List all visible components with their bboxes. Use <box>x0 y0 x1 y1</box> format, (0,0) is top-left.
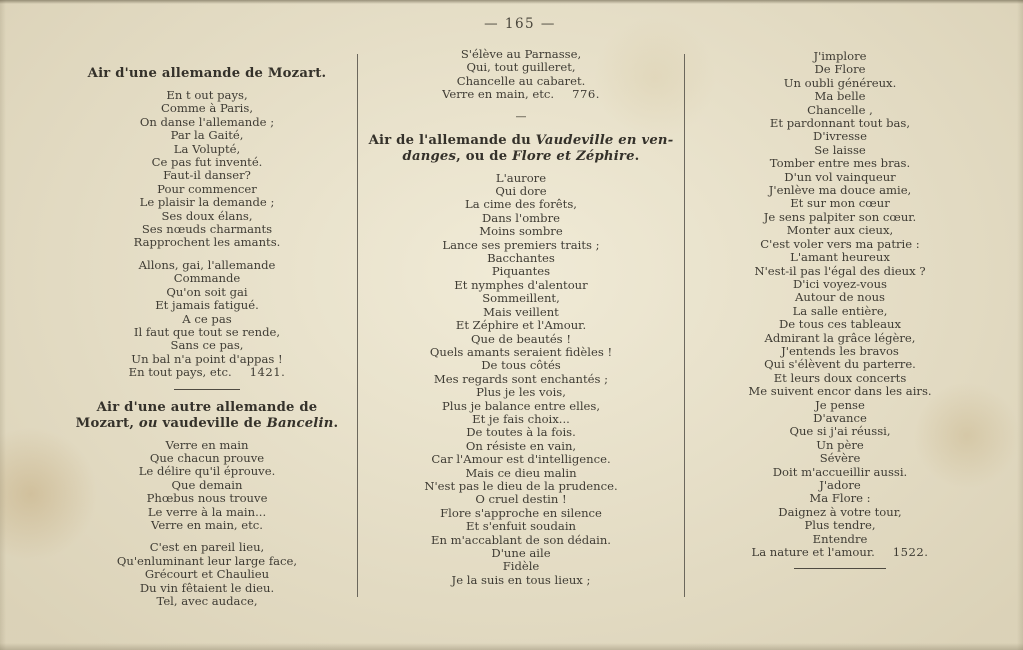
verse-line <box>685 372 995 385</box>
verse-line <box>57 116 357 129</box>
verse-line <box>685 265 995 278</box>
verse-line <box>685 385 995 398</box>
verse-line <box>358 346 684 359</box>
verse-line-text: Grécourt et Chaulieu <box>144 567 270 582</box>
verse-line <box>685 238 995 251</box>
verse-line <box>685 546 995 559</box>
verse-line <box>57 129 357 142</box>
verse-line <box>57 366 357 379</box>
verse-line-text: J'enlève ma douce amie, <box>768 183 912 198</box>
verse-line-text: Dans l'ombre <box>481 210 560 225</box>
verse-line-text: Le verre à la main... <box>147 504 267 519</box>
verse-line-text: Verre en main <box>165 437 249 452</box>
stanza <box>57 259 357 380</box>
section-divider <box>174 389 240 390</box>
verse-line-text: Et Zéphire et l'Amour. <box>455 318 587 333</box>
verse-line <box>685 197 995 210</box>
verse-line-text: En m'accablant de son dédain. <box>431 532 611 547</box>
verse-line <box>57 143 357 156</box>
verse-line <box>685 157 995 170</box>
verse-line <box>358 480 684 493</box>
verse-line-text: J'adore <box>819 478 861 492</box>
column-rule <box>357 54 358 597</box>
verse-line-text: La cime des forêts, <box>465 197 577 212</box>
verse-line-text: Piquantes <box>491 264 551 279</box>
verse-line <box>685 77 995 90</box>
verse-line-text: D'une aile <box>491 546 551 560</box>
verse-line-text: Fidèle <box>502 559 540 574</box>
verse-line <box>358 426 684 439</box>
verse-line-text: Du vin fêtaient le dieu. <box>139 580 275 595</box>
air-title-segment: . <box>333 415 339 431</box>
verse-line-text: Qui, tout guilleret, <box>466 60 576 75</box>
verse-line-text: Ma belle <box>814 89 866 104</box>
verse-line <box>685 171 995 184</box>
verse-line <box>358 560 684 573</box>
verse-line-text: De tous côtés <box>481 358 561 373</box>
verse-line <box>685 332 995 345</box>
verse-line-text: Ce pas fut inventé. <box>151 155 263 170</box>
verse-line <box>358 400 684 413</box>
verse-line <box>57 102 357 115</box>
verse-line-text: J'implore <box>813 49 867 63</box>
verse-line-text: Comme à Paris, <box>160 101 254 116</box>
verse-line-text: En t out pays, <box>166 88 248 102</box>
verse-line <box>358 467 684 480</box>
verse-line <box>685 130 995 143</box>
verse-line-text: Chancelle , <box>807 102 873 117</box>
verse-line <box>57 210 357 223</box>
verse-line-text: Qu'enluminant leur large face, <box>116 553 298 568</box>
verse-line-text: Allons, gai, l'allemande <box>138 257 276 272</box>
verse-line-text: Moins sombre <box>479 224 563 239</box>
verse-line <box>358 75 684 88</box>
verse-line-text: De Flore <box>814 62 866 77</box>
verse-line <box>57 439 357 452</box>
verse-line-text: Quels amants seraient fidèles ! <box>429 344 613 359</box>
verse-line-text: Se laisse <box>814 142 866 157</box>
verse-line <box>57 541 357 554</box>
verse-line-text: D'ivresse <box>813 129 867 144</box>
verse-line <box>685 104 995 117</box>
verse-line-text: Tel, avec audace, <box>156 594 258 608</box>
verse-line-text: Sans ce pas, <box>170 338 244 353</box>
verse-line <box>57 223 357 236</box>
verse-line <box>358 574 684 587</box>
air-title-segment: Vaudeville en ven-danges <box>402 132 674 164</box>
verse-line <box>57 582 357 595</box>
verse-line <box>358 306 684 319</box>
verse-line <box>685 519 995 532</box>
air-title-segment: , ou de <box>456 148 513 164</box>
verse-line <box>57 353 357 366</box>
verse-line <box>358 279 684 292</box>
verse-line-text: C'est en pareil lieu, <box>149 540 265 555</box>
air-title-segment: ou <box>138 415 158 431</box>
verse-line <box>358 319 684 332</box>
verse-line-text: J'entends les bravos <box>781 343 899 358</box>
verse-line <box>358 507 684 520</box>
verse-line <box>685 211 995 224</box>
verse-line-text: Que demain <box>171 477 243 492</box>
air-title-segment: Flore et Zéphire <box>512 148 635 164</box>
verse-line <box>57 183 357 196</box>
column-2 <box>358 42 684 596</box>
air-title-segment: Air de l'allemande du <box>368 132 536 148</box>
verse-line-text: Un père <box>816 437 864 452</box>
verse-line-text: Phœbus nous trouve <box>146 491 268 506</box>
verse-line <box>685 412 995 425</box>
verse-line <box>685 318 995 331</box>
verse-line-text: Et je fais choix... <box>472 411 570 426</box>
air-title-segment: Air d'une autre allemande de Mozart, <box>75 399 318 431</box>
verse-line <box>685 345 995 358</box>
verse-line-text: Verre en main, etc. <box>151 517 263 532</box>
stanza <box>358 48 684 102</box>
verse-line-text: Sommeillent, <box>482 291 560 306</box>
verse-line-text: Commande <box>173 271 241 286</box>
verse-line-text: Je pense <box>815 397 865 412</box>
verse-line-text: Sévère <box>819 451 861 466</box>
verse-line-text: Qui dore <box>495 184 547 199</box>
verse-line <box>57 286 357 299</box>
verse-line <box>358 225 684 238</box>
verse-line-text: Et leurs doux concerts <box>773 370 907 385</box>
verse-line <box>358 493 684 506</box>
verse-line <box>685 452 995 465</box>
verse-line <box>358 440 684 453</box>
verse-line-text: L'aurore <box>495 170 547 185</box>
verse-line-text: Il faut que tout se rende, <box>133 324 281 339</box>
verse-line <box>358 359 684 372</box>
verse-line <box>685 533 995 546</box>
verse-line-text: La Volupté, <box>173 141 241 156</box>
air-title-segment: Air d'une allemande de Mozart. <box>87 66 327 81</box>
verse-line-text: Par la Gaité, <box>170 128 244 143</box>
verse-line-text: Admirant la grâce légère, <box>764 330 916 345</box>
air-title-segment: . <box>634 148 640 164</box>
verse-line-text: Le plaisir la demande ; <box>139 195 275 210</box>
verse-line <box>685 358 995 371</box>
verse-line-text: La salle entière, <box>792 303 888 318</box>
dash-divider: — <box>515 109 527 123</box>
verse-line-text: Plus je balance entre elles, <box>441 398 601 413</box>
verse-line-text: Un oubli généreux. <box>783 75 897 90</box>
verse-line <box>358 265 684 278</box>
verse-line <box>358 520 684 533</box>
verse-line <box>358 386 684 399</box>
verse-line-text: Qui s'élèvent du parterre. <box>764 357 916 372</box>
verse-line-text: Et pardonnant tout bas, <box>769 116 911 131</box>
verse-line <box>685 479 995 492</box>
verse-line-text: Que si j'ai réussi, <box>789 424 891 439</box>
verse-line-text: Ses nœuds charmants <box>141 222 273 237</box>
verse-line <box>358 373 684 386</box>
verse-line-text: Entendre <box>812 531 868 546</box>
verse-line-text: O cruel destin ! <box>475 492 567 507</box>
verse-line <box>57 259 357 272</box>
verse-line <box>358 413 684 426</box>
verse-line <box>685 439 995 452</box>
verse-line <box>57 465 357 478</box>
verse-line <box>685 305 995 318</box>
verse-line-text: S'élève au Parnasse, <box>460 47 582 61</box>
verse-line <box>685 63 995 76</box>
verse-line-text: Et sur mon cœur <box>790 196 890 211</box>
verse-line <box>57 156 357 169</box>
verse-line <box>358 212 684 225</box>
verse-line <box>685 492 995 505</box>
verse-line <box>358 185 684 198</box>
verse-line <box>358 534 684 547</box>
verse-line-text: Que chacun prouve <box>149 450 265 465</box>
verse-line-text: Et s'enfuit soudain <box>466 519 576 534</box>
verse-line <box>358 239 684 252</box>
verse-line <box>57 89 357 102</box>
verse-line-text: Autour de nous <box>794 290 885 305</box>
verse-line-text: Flore s'approche en silence <box>440 505 602 520</box>
verse-line-text: N'est pas le dieu de la prudence. <box>424 478 618 493</box>
verse-line-text: D'ici voyez-vous <box>793 276 887 291</box>
verse-line <box>358 547 684 560</box>
section-divider <box>794 568 886 569</box>
verse-line <box>57 506 357 519</box>
verse-line-text: Plus je les vois, <box>476 385 566 400</box>
verse-line <box>57 339 357 352</box>
verse-line-text: Me suivent encor dans les airs. <box>748 384 932 399</box>
verse-line-text: Pour commencer <box>157 181 257 196</box>
verse-line-text: D'avance <box>813 410 867 425</box>
verse-line-text: Mes regards sont enchantés ; <box>433 371 609 386</box>
verse-line-text: A ce pas <box>182 311 232 326</box>
column-1 <box>57 42 357 617</box>
verse-line <box>685 506 995 519</box>
verse-line <box>57 313 357 326</box>
verse-line-text: On résiste en vain, <box>465 438 577 453</box>
verse-line-text: Plus tendre, <box>804 518 876 533</box>
verse-line <box>685 90 995 103</box>
column-3 <box>685 42 995 576</box>
verse-line <box>685 278 995 291</box>
verse-line <box>358 48 684 61</box>
verse-line <box>358 252 684 265</box>
columns-row <box>0 42 1023 617</box>
verse-line-text: Ma Flore : <box>809 491 871 506</box>
verse-line <box>57 272 357 285</box>
verse-line-text: De toutes à la fois. <box>466 425 576 440</box>
verse-line <box>685 117 995 130</box>
verse-line-text: Et jamais fatigué. <box>155 298 259 313</box>
verse-line-text: On danse l'allemande ; <box>139 114 275 129</box>
verse-line <box>57 492 357 505</box>
verse-line <box>57 479 357 492</box>
verse-line-text: Tomber entre mes bras. <box>769 156 911 171</box>
verse-line <box>358 172 684 185</box>
verse-line-text: Que de beautés ! <box>471 331 571 346</box>
verse-line <box>685 425 995 438</box>
verse-line <box>685 50 995 63</box>
verse-line-text: Mais ce dieu malin <box>465 465 577 480</box>
verse-line <box>57 299 357 312</box>
verse-line <box>685 291 995 304</box>
air-ref-number: 776. <box>572 87 600 102</box>
verse-line-text: La nature et l'amour. <box>751 545 875 560</box>
verse-line-text: Ses doux élans, <box>161 208 253 223</box>
verse-line-text: N'est-il pas l'égal des dieux ? <box>754 263 926 278</box>
stanza <box>358 172 684 588</box>
verse-line-text: Doit m'accueillir aussi. <box>772 464 908 479</box>
verse-line-text: Monter aux cieux, <box>786 223 894 238</box>
verse-line-text: En tout pays, etc. <box>128 365 232 380</box>
verse-line-text: Et nymphes d'alentour <box>454 277 588 292</box>
verse-line-text: Un bal n'a point d'appas ! <box>131 351 283 366</box>
verse-line-text: Je sens palpiter son cœur. <box>763 209 917 224</box>
air-title <box>366 133 676 165</box>
stanza <box>57 89 357 250</box>
air-ref-number: 1421. <box>249 365 286 380</box>
verse-line <box>358 453 684 466</box>
verse-line <box>358 198 684 211</box>
verse-line-text: Bacchantes <box>487 251 555 266</box>
verse-line-text: De tous ces tableaux <box>778 317 902 332</box>
verse-line-text: Verre en main, etc. <box>442 87 555 102</box>
verse-line <box>358 61 684 74</box>
verse-line <box>57 595 357 608</box>
air-title <box>65 400 349 432</box>
verse-line <box>358 292 684 305</box>
verse-line-text: Daignez à votre tour, <box>778 504 902 519</box>
verse-line-text: Chancelle au cabaret. <box>456 73 586 88</box>
verse-line <box>57 555 357 568</box>
air-title-segment: vaudeville de <box>157 415 267 431</box>
verse-line-text: Lance ses premiers traits ; <box>442 237 600 252</box>
column-rule <box>684 54 685 597</box>
verse-line-text: Car l'Amour est d'intelligence. <box>431 452 611 467</box>
verse-line <box>685 466 995 479</box>
verse-line-text: Mais veillent <box>483 304 559 319</box>
verse-line-text: Faut-il danser? <box>163 168 251 183</box>
verse-line <box>358 88 684 101</box>
verse-line-text: Qu'on soit gai <box>166 284 248 299</box>
verse-line <box>685 184 995 197</box>
air-ref-number: 1522. <box>892 545 929 560</box>
verse-line-text: C'est voler vers ma patrie : <box>760 236 920 251</box>
verse-line <box>685 224 995 237</box>
verse-line <box>358 333 684 346</box>
stanza <box>685 50 995 559</box>
verse-line <box>685 144 995 157</box>
page-number: — 165 — <box>484 16 556 32</box>
verse-line-text: L'amant heureux <box>790 250 890 265</box>
verse-line <box>57 236 357 249</box>
stanza <box>57 439 357 533</box>
stanza <box>57 541 357 608</box>
air-title-segment: Bancelin <box>266 415 334 431</box>
verse-line <box>57 568 357 581</box>
verse-line <box>685 399 995 412</box>
verse-line <box>57 326 357 339</box>
air-title <box>65 66 349 82</box>
verse-line <box>57 169 357 182</box>
verse-line-text: Le délire qu'il éprouve. <box>138 464 276 479</box>
verse-line <box>685 251 995 264</box>
verse-line <box>57 196 357 209</box>
verse-line-text: Rapprochent les amants. <box>133 235 281 250</box>
verse-line <box>57 452 357 465</box>
verse-line <box>57 519 357 532</box>
verse-line-text: Je la suis en tous lieux ; <box>451 572 591 587</box>
verse-line-text: D'un vol vainqueur <box>784 169 896 184</box>
